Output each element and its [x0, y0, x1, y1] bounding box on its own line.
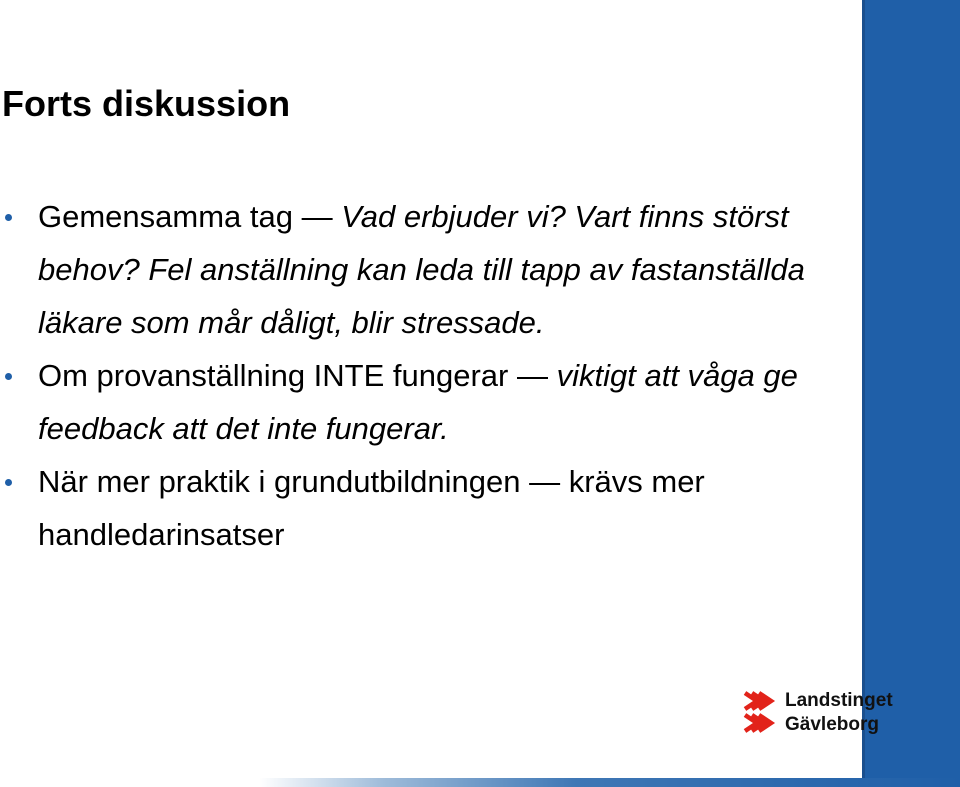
bullet-text-plain: Gemensamma tag — [38, 199, 342, 234]
bullet-dot-icon [5, 479, 12, 486]
logo-text-line2: Gävleborg [785, 714, 879, 735]
landstinget-gavleborg-logo-icon [743, 689, 779, 737]
bullet-text-italic: Vad erbjuder vi? Vart finns störst behov? Fel anställning kan leda till tapp av fastanställda läkare som mår dåligt, blir stressade. [38, 199, 805, 340]
logo-text-line1: Landstinget [785, 690, 893, 711]
bullet-dot-icon [5, 214, 12, 221]
bullet-text-plain: Om provanställning INTE fungerar — [38, 358, 557, 393]
bullet-text-plain: När mer praktik i grundutbildningen — krävs mer handledarinsatser [38, 464, 705, 552]
side-band-edge [862, 0, 865, 787]
bullet-text-italic: viktigt att våga ge feedback att det inte fungerar. [38, 358, 798, 446]
bottom-gradient-band [0, 778, 960, 787]
bullet-item [0, 455, 850, 561]
bullet-item [0, 190, 850, 349]
organization-logo [743, 688, 903, 740]
bullet-item [0, 349, 850, 455]
bullet-dot-icon [5, 373, 12, 380]
side-color-band [862, 0, 960, 787]
bullet-list [0, 190, 850, 561]
slide-title: Forts diskussion [2, 83, 291, 124]
